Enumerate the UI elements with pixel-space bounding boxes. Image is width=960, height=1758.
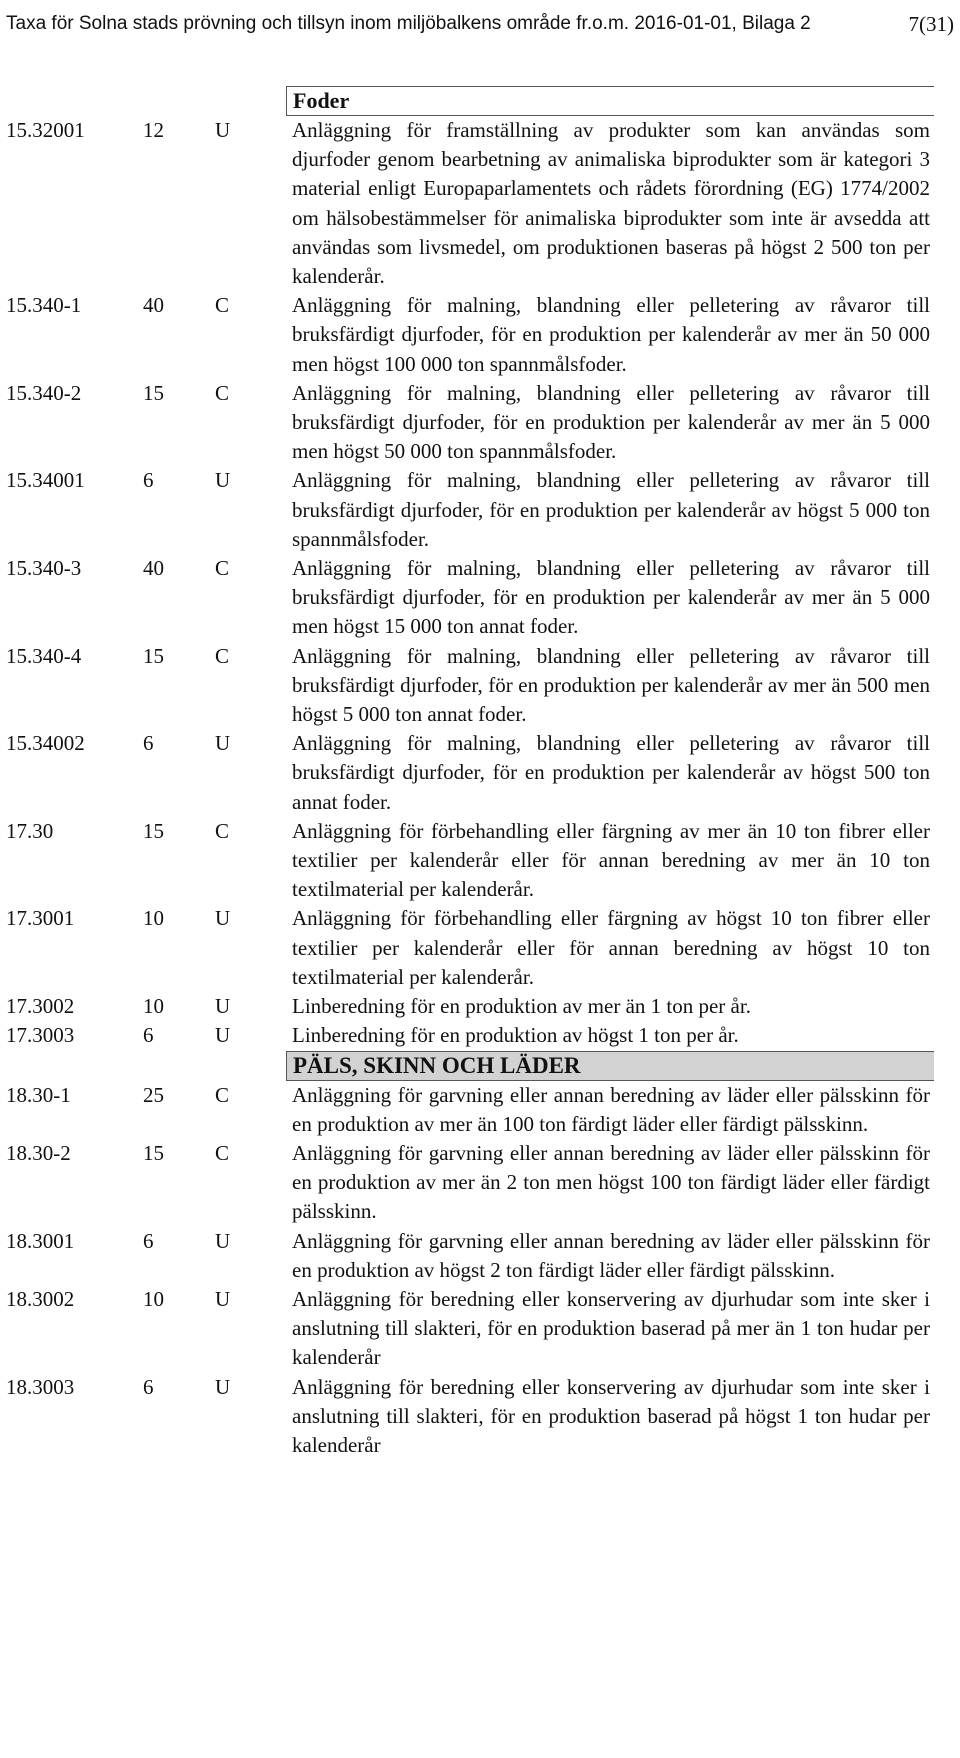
activity-class: U bbox=[215, 1286, 231, 1311]
activity-class: U bbox=[215, 906, 231, 931]
activity-class: C bbox=[215, 1082, 230, 1107]
table-row bbox=[6, 1021, 930, 1050]
activity-description: Anläggning för beredning eller konservering av djurhudar som inte sker i anslutning till slakteri, för en produktion baserad på högst 1 ton hudar per kalenderår bbox=[292, 1374, 930, 1457]
activity-code: 18.3003 bbox=[6, 1374, 75, 1399]
section-heading-label: PÄLS, SKINN OCH LÄDER bbox=[293, 1052, 581, 1078]
activity-description: Anläggning för förbehandling eller färgning av högst 10 ton fibrer eller textilier per kalenderår eller för annan beredning av högst 10 ton textilmaterial per kalenderår. bbox=[292, 906, 930, 989]
fee-points: 6 bbox=[143, 1374, 154, 1399]
activity-code: 18.30-1 bbox=[6, 1082, 71, 1107]
fee-points: 6 bbox=[143, 1023, 154, 1048]
table-row bbox=[6, 904, 930, 992]
section-heading bbox=[6, 1051, 930, 1081]
page-header bbox=[6, 4, 954, 44]
activity-description: Anläggning för malning, blandning eller pelletering av råvaror till bruksfärdigt djurfoder, för en produktion per kalenderår av mer än 500 men högst 5 000 ton annat foder. bbox=[292, 643, 930, 727]
activity-code: 15.340-3 bbox=[6, 556, 82, 581]
table-row bbox=[6, 116, 930, 291]
activity-description: Anläggning för malning, blandning eller pelletering av råvaror till bruksfärdigt djurfoder, för en produktion per kalenderår av högst 500 ton annat foder. bbox=[292, 731, 930, 814]
activity-code: 17.3002 bbox=[6, 994, 75, 1019]
fee-points: 15 bbox=[143, 380, 164, 405]
activity-class: U bbox=[215, 994, 231, 1019]
activity-description: Anläggning för förbehandling eller färgning av mer än 10 ton fibrer eller textilier per kalenderår eller för annan beredning av mer än 10 ton textilmaterial per kalenderår. bbox=[292, 818, 930, 902]
activity-description: Anläggning för malning, blandning eller pelletering av råvaror till bruksfärdigt djurfoder, för en produktion per kalenderår av mer än 50 000 men högst 100 000 ton spannmålsfoder. bbox=[292, 293, 930, 376]
fee-points: 40 bbox=[143, 293, 164, 318]
activity-code: 17.3003 bbox=[6, 1023, 75, 1048]
table-row bbox=[6, 729, 930, 817]
fee-points: 10 bbox=[143, 994, 164, 1019]
table-row bbox=[6, 1285, 930, 1373]
activity-class: U bbox=[215, 1374, 231, 1399]
activity-code: 15.340-2 bbox=[6, 380, 82, 405]
activity-class: U bbox=[215, 1023, 231, 1048]
activity-description: Anläggning för garvning eller annan beredning av läder eller pälsskinn för en produktion av mer än 2 ton men högst 100 ton färdigt läder eller färdigt pälsskinn. bbox=[292, 1140, 930, 1224]
activity-class: C bbox=[215, 643, 230, 668]
table-row bbox=[6, 642, 930, 730]
document-title: Taxa för Solna stads prövning och tillsyn inom miljöbalkens område fr.o.m. 2016-01-01, Bilaga 2 bbox=[6, 13, 811, 34]
activity-code: 17.30 bbox=[6, 818, 54, 843]
table-row bbox=[6, 554, 930, 642]
section-heading-band bbox=[286, 86, 934, 116]
activity-code: 15.34002 bbox=[6, 731, 85, 756]
activity-class: U bbox=[215, 118, 231, 142]
table-row bbox=[6, 1139, 930, 1227]
activity-class: C bbox=[215, 293, 230, 318]
activity-code: 18.30-2 bbox=[6, 1140, 71, 1165]
activity-code: 15.340-4 bbox=[6, 643, 82, 668]
activity-description: Linberedning för en produktion av högst 1 ton per år. bbox=[292, 1023, 739, 1048]
activity-description: Anläggning för malning, blandning eller pelletering av råvaror till bruksfärdigt djurfoder, för en produktion per kalenderår av mer än 5 000 men högst 15 000 ton annat foder. bbox=[292, 556, 930, 639]
table-row bbox=[6, 291, 930, 379]
section-heading bbox=[6, 86, 930, 116]
fee-points: 6 bbox=[143, 731, 154, 756]
fee-points: 10 bbox=[143, 906, 164, 931]
activity-description: Anläggning för malning, blandning eller pelletering av råvaror till bruksfärdigt djurfoder, för en produktion per kalenderår av mer än 5 000 men högst 50 000 ton spannmålsfoder. bbox=[292, 380, 930, 464]
activity-class: U bbox=[215, 1228, 231, 1253]
fee-points: 15 bbox=[143, 643, 164, 668]
page-number: 7(31) bbox=[908, 12, 954, 36]
table-row bbox=[6, 1081, 930, 1139]
fee-points: 10 bbox=[143, 1286, 164, 1311]
activity-description: Anläggning för beredning eller konservering av djurhudar som inte sker i anslutning till slakteri, för en produktion baserad på mer än 1 ton hudar per kalenderår bbox=[292, 1286, 930, 1370]
activity-description: Linberedning för en produktion av mer än 1 ton per år. bbox=[292, 994, 751, 1019]
activity-class: C bbox=[215, 1140, 230, 1165]
fee-points: 15 bbox=[143, 1140, 164, 1165]
activity-code: 15.340-1 bbox=[6, 293, 82, 318]
activity-description: Anläggning för framställning av produkter som kan användas som djurfoder genom bearbetning av animaliska biprodukter som är kategori 3 material enligt Europaparlamentets och rådets förordning (EG) 1774/2002 om hälsobestämmelser för animaliska biprodukter som inte är avsedda att användas som livsmedel, om produktionen baseras på högst 2 500 ton per kalenderår. bbox=[292, 118, 930, 289]
activity-description: Anläggning för malning, blandning eller pelletering av råvaror till bruksfärdigt djurfoder, för en produktion per kalenderår av högst 5 000 ton spannmålsfoder. bbox=[292, 468, 930, 551]
activity-class: U bbox=[215, 731, 231, 756]
activity-description: Anläggning för garvning eller annan beredning av läder eller pälsskinn för en produktion av högst 2 ton färdigt läder eller färdigt pälsskinn. bbox=[292, 1228, 930, 1282]
fee-points: 15 bbox=[143, 818, 164, 843]
activity-code: 18.3001 bbox=[6, 1228, 75, 1253]
table-row bbox=[6, 1373, 930, 1461]
activity-class: C bbox=[215, 818, 230, 843]
activity-class: C bbox=[215, 380, 230, 405]
activity-description: Anläggning för garvning eller annan beredning av läder eller pälsskinn för en produktion av mer än 100 ton färdigt läder eller färdigt pälsskinn. bbox=[292, 1082, 930, 1136]
activity-class: U bbox=[215, 468, 231, 493]
activity-table bbox=[6, 86, 930, 1460]
activity-code: 18.3002 bbox=[6, 1286, 75, 1311]
fee-points: 25 bbox=[143, 1082, 164, 1107]
fee-points: 40 bbox=[143, 556, 164, 581]
fee-points: 6 bbox=[143, 1228, 154, 1253]
activity-class: C bbox=[215, 556, 230, 581]
table-row bbox=[6, 379, 930, 467]
table-row bbox=[6, 992, 930, 1021]
table-row bbox=[6, 1227, 930, 1285]
activity-code: 15.34001 bbox=[6, 468, 85, 493]
activity-code: 15.32001 bbox=[6, 118, 85, 142]
table-row bbox=[6, 817, 930, 905]
table-row bbox=[6, 466, 930, 554]
section-heading-label: Foder bbox=[293, 88, 350, 113]
activity-code: 17.3001 bbox=[6, 906, 75, 931]
fee-points: 6 bbox=[143, 468, 154, 493]
fee-points: 12 bbox=[143, 118, 164, 142]
